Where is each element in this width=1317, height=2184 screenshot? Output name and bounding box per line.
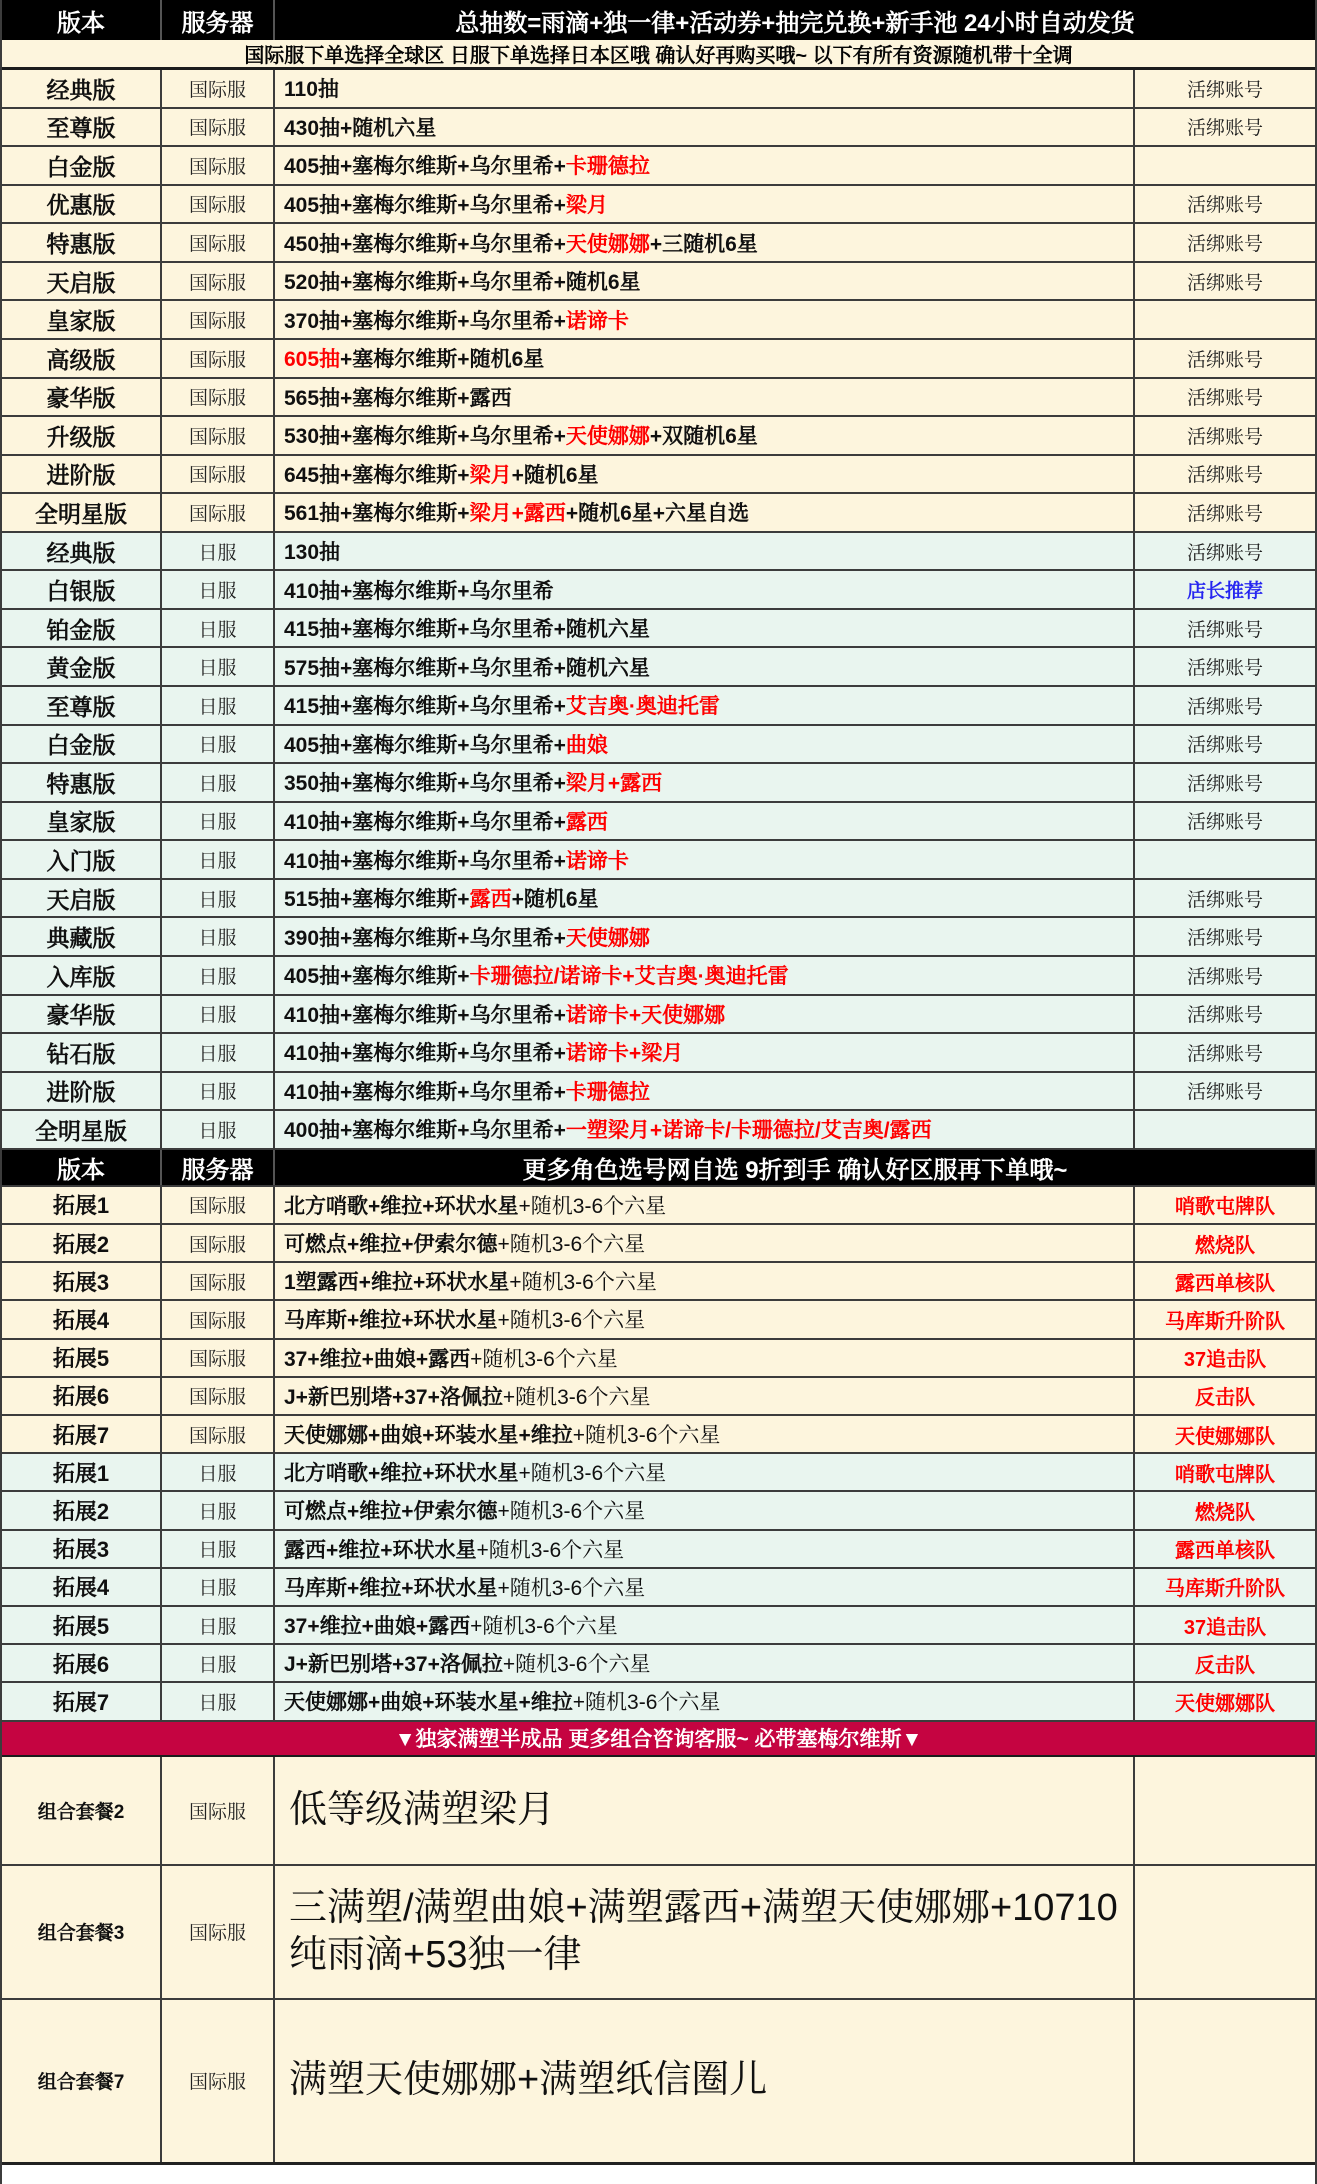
note-cell: 活绑账号 [1186, 619, 1263, 641]
server-cell: 国际服 [162, 1416, 275, 1452]
server-cell: 国际服 [162, 186, 275, 223]
header-version-label: 版本 [2, 0, 162, 40]
content-cell: 410抽+塞梅尔维斯+乌尔里希+ 露西 [275, 803, 1135, 840]
note-cell [1135, 841, 1315, 878]
table-row [2, 70, 1315, 109]
header-version-label: 版本 [2, 1150, 162, 1185]
note-cell: 37追击队 [1183, 1616, 1267, 1639]
table-row [2, 1683, 1315, 1721]
expansions-section [2, 1187, 1315, 1722]
note-cell [1135, 301, 1315, 338]
version-cell: 拓展7 [2, 1416, 162, 1452]
version-cell: 特惠版 [2, 764, 162, 801]
note-cell: 活绑账号 [1186, 388, 1263, 410]
table-row [2, 726, 1315, 765]
content-cell: 410抽+塞梅尔维斯+乌尔里希+ 诺谛卡+天使娜娜 [275, 996, 1135, 1033]
note-cell: 燃烧队 [1195, 1234, 1255, 1257]
note-cell: 活绑账号 [1186, 735, 1263, 757]
version-cell: 拓展6 [2, 1645, 162, 1681]
note-cell: 燃烧队 [1195, 1501, 1255, 1524]
table-row [2, 1757, 1315, 1866]
note-cell: 活绑账号 [1186, 928, 1263, 950]
content-cell: 130抽 [275, 533, 1135, 570]
packages-section [2, 70, 1315, 1150]
note-cell: 活绑账号 [1186, 465, 1263, 487]
server-cell: 国际服 [162, 1225, 275, 1261]
note-cell: 天使娜娜队 [1175, 1692, 1275, 1715]
table-row [2, 147, 1315, 186]
server-cell: 国际服 [162, 494, 275, 531]
table-row [2, 1340, 1315, 1378]
content-cell: 低等级满塑梁月 [275, 1757, 1135, 1864]
table-row [2, 417, 1315, 456]
header-content-label: 更多角色选号网自选 9折到手 确认好区服再下单哦~ [522, 1156, 1068, 1184]
server-cell: 日服 [162, 764, 275, 801]
table-row [2, 224, 1315, 263]
note-cell: 哨歌屯牌队 [1175, 1463, 1275, 1486]
header-server-label: 服务器 [162, 1150, 275, 1185]
note-cell: 活绑账号 [1186, 966, 1263, 988]
version-cell: 皇家版 [2, 301, 162, 338]
version-cell: 拓展1 [2, 1187, 162, 1223]
content-cell: 北方哨歌+维拉+环状水星 +随机3-6个六星 [275, 1187, 1135, 1223]
server-cell: 国际服 [162, 263, 275, 300]
note-cell: 露西单核队 [1175, 1540, 1275, 1563]
content-cell: 400抽+塞梅尔维斯+乌尔里希+ 一塑梁月+诺谛卡/卡珊德拉/艾吉奥/露西 [275, 1111, 1135, 1148]
version-cell: 升级版 [2, 417, 162, 454]
content-cell: 605抽 +塞梅尔维斯+随机6星 [275, 340, 1135, 377]
server-cell: 国际服 [162, 1187, 275, 1223]
content-cell: 马库斯+维拉+环状水星 +随机3-6个六星 [275, 1301, 1135, 1337]
server-cell: 国际服 [162, 301, 275, 338]
content-cell: 露西+维拉+环状水星 +随机3-6个六星 [275, 1531, 1135, 1567]
note-cell: 马库斯升阶队 [1165, 1578, 1285, 1601]
content-cell: 405抽+塞梅尔维斯+乌尔里希+ 梁月 [275, 186, 1135, 223]
server-cell: 日服 [162, 1531, 275, 1567]
note-cell: 哨歌屯牌队 [1175, 1196, 1275, 1219]
server-cell: 国际服 [162, 2000, 275, 2162]
table-row [2, 571, 1315, 610]
note-cell: 活绑账号 [1186, 542, 1263, 564]
table-row [2, 1378, 1315, 1416]
version-cell: 入门版 [2, 841, 162, 878]
content-cell: 575抽+塞梅尔维斯+乌尔里希+随机六星 [275, 648, 1135, 685]
table-row [2, 1073, 1315, 1112]
server-cell: 日服 [162, 1607, 275, 1643]
content-cell: 515抽+塞梅尔维斯+ 露西 +随机6星 [275, 880, 1135, 917]
content-cell: 可燃点+维拉+伊索尔德 +随机3-6个六星 [275, 1492, 1135, 1528]
combos-section [2, 1757, 1315, 2165]
server-cell: 国际服 [162, 456, 275, 493]
note-cell: 活绑账号 [1186, 658, 1263, 680]
table-row [2, 957, 1315, 996]
server-cell: 日服 [162, 610, 275, 647]
version-cell: 全明星版 [2, 494, 162, 531]
version-cell: 白银版 [2, 571, 162, 608]
server-cell: 国际服 [162, 70, 275, 107]
server-cell: 国际服 [162, 1866, 275, 1998]
server-cell: 国际服 [162, 1301, 275, 1337]
note-cell: 反击队 [1195, 1654, 1255, 1677]
version-cell: 钻石版 [2, 1034, 162, 1071]
server-cell: 国际服 [162, 379, 275, 416]
table-row [2, 764, 1315, 803]
table-row [2, 918, 1315, 957]
server-cell: 日服 [162, 1569, 275, 1605]
content-cell: 520抽+塞梅尔维斯+乌尔里希+随机6星 [275, 263, 1135, 300]
note-cell: 活绑账号 [1186, 696, 1263, 718]
server-cell: 日服 [162, 880, 275, 917]
note-cell: 活绑账号 [1186, 79, 1263, 101]
table-row [2, 1454, 1315, 1492]
content-cell: 370抽+塞梅尔维斯+乌尔里希+ 诺谛卡 [275, 301, 1135, 338]
table-row [2, 1187, 1315, 1225]
version-cell: 组合套餐2 [2, 1757, 162, 1864]
content-cell: J+新巴别塔+37+洛佩拉 +随机3-6个六星 [275, 1645, 1135, 1681]
server-cell: 日服 [162, 1034, 275, 1071]
version-cell: 特惠版 [2, 224, 162, 261]
table-row [2, 1607, 1315, 1645]
table-row [2, 1645, 1315, 1683]
content-cell: 马库斯+维拉+环状水星 +随机3-6个六星 [275, 1569, 1135, 1605]
version-cell: 皇家版 [2, 803, 162, 840]
server-cell: 日服 [162, 957, 275, 994]
version-cell: 组合套餐7 [2, 2000, 162, 2162]
content-cell: 645抽+塞梅尔维斯+ 梁月 +随机6星 [275, 456, 1135, 493]
table-row [2, 109, 1315, 148]
table-row [2, 456, 1315, 495]
table-row [2, 494, 1315, 533]
version-cell: 豪华版 [2, 996, 162, 1033]
table-row [2, 186, 1315, 225]
header-server-label: 服务器 [162, 0, 275, 40]
table-row [2, 533, 1315, 572]
table-header-expansions [2, 1150, 1315, 1187]
version-cell: 拓展5 [2, 1340, 162, 1376]
note-cell: 活绑账号 [1186, 812, 1263, 834]
note-cell [1135, 1757, 1315, 1864]
version-cell: 拓展1 [2, 1454, 162, 1490]
note-cell: 37追击队 [1183, 1349, 1267, 1372]
content-cell: 410抽+塞梅尔维斯+乌尔里希+ 诺谛卡 [275, 841, 1135, 878]
version-cell: 拓展5 [2, 1607, 162, 1643]
note-cell: 反击队 [1195, 1387, 1255, 1410]
content-cell: 满塑天使娜娜+满塑纸信圈儿 [275, 2000, 1135, 2162]
content-cell: J+新巴别塔+37+洛佩拉 +随机3-6个六星 [275, 1378, 1135, 1414]
content-cell: 561抽+塞梅尔维斯+ 梁月+露西 +随机6星+六星自选 [275, 494, 1135, 531]
table-row [2, 1301, 1315, 1339]
table-row [2, 610, 1315, 649]
content-cell: 530抽+塞梅尔维斯+乌尔里希+ 天使娜娜 +双随机6星 [275, 417, 1135, 454]
version-cell: 进阶版 [2, 456, 162, 493]
table-row [2, 1416, 1315, 1454]
version-cell: 典藏版 [2, 918, 162, 955]
server-cell: 日服 [162, 571, 275, 608]
note-cell: 活绑账号 [1186, 234, 1263, 256]
content-cell: 405抽+塞梅尔维斯+乌尔里希+ 卡珊德拉 [275, 147, 1135, 184]
note-cell: 店长推荐 [1186, 581, 1263, 603]
version-cell: 铂金版 [2, 610, 162, 647]
version-cell: 黄金版 [2, 648, 162, 685]
note-cell: 活绑账号 [1186, 118, 1263, 140]
note-cell: 露西单核队 [1175, 1272, 1275, 1295]
content-cell: 415抽+塞梅尔维斯+乌尔里希+随机六星 [275, 610, 1135, 647]
note-cell: 活绑账号 [1186, 349, 1263, 371]
version-cell: 白金版 [2, 147, 162, 184]
server-cell: 日服 [162, 726, 275, 763]
version-cell: 拓展3 [2, 1531, 162, 1567]
note-cell [1135, 1866, 1315, 1998]
note-cell: 天使娜娜队 [1175, 1425, 1275, 1448]
version-cell: 至尊版 [2, 687, 162, 724]
table-row [2, 340, 1315, 379]
version-cell: 入库版 [2, 957, 162, 994]
content-cell: 390抽+塞梅尔维斯+乌尔里希+ 天使娜娜 [275, 918, 1135, 955]
note-cell: 活绑账号 [1186, 773, 1263, 795]
server-cell: 国际服 [162, 224, 275, 261]
version-cell: 进阶版 [2, 1073, 162, 1110]
version-cell: 天启版 [2, 880, 162, 917]
version-cell: 高级版 [2, 340, 162, 377]
server-cell: 日服 [162, 996, 275, 1033]
content-cell: 天使娜娜+曲娘+环装水星+维拉 +随机3-6个六星 [275, 1416, 1135, 1452]
note-cell: 活绑账号 [1186, 1082, 1263, 1104]
note-cell: 活绑账号 [1186, 195, 1263, 217]
note-cell: 活绑账号 [1186, 889, 1263, 911]
content-cell: 可燃点+维拉+伊索尔德 +随机3-6个六星 [275, 1225, 1135, 1261]
note-cell: 活绑账号 [1186, 503, 1263, 525]
content-cell: 410抽+塞梅尔维斯+乌尔里希+ 诺谛卡+梁月 [275, 1034, 1135, 1071]
server-cell: 国际服 [162, 1378, 275, 1414]
version-cell: 拓展2 [2, 1492, 162, 1528]
version-cell: 组合套餐3 [2, 1866, 162, 1998]
table-row [2, 1263, 1315, 1301]
note-cell: 马库斯升阶队 [1165, 1310, 1285, 1333]
server-cell: 日服 [162, 803, 275, 840]
order-notice: 国际服下单选择全球区 日服下单选择日本区哦 确认好再购买哦~ 以下有所有资源随机带十全调 [2, 40, 1315, 70]
server-cell: 日服 [162, 648, 275, 685]
table-row [2, 687, 1315, 726]
version-cell: 白金版 [2, 726, 162, 763]
table-row [2, 996, 1315, 1035]
table-row [2, 263, 1315, 302]
version-cell: 优惠版 [2, 186, 162, 223]
server-cell: 日服 [162, 687, 275, 724]
content-cell: 405抽+塞梅尔维斯+ 卡珊德拉/诺谛卡+艾吉奥·奥迪托雷 [275, 957, 1135, 994]
content-cell: 37+维拉+曲娘+露西 +随机3-6个六星 [275, 1340, 1135, 1376]
server-cell: 国际服 [162, 109, 275, 146]
server-cell: 国际服 [162, 1263, 275, 1299]
version-cell: 至尊版 [2, 109, 162, 146]
content-cell: 1塑露西+维拉+环状水星 +随机3-6个六星 [275, 1263, 1135, 1299]
table-row [2, 1866, 1315, 2000]
server-cell: 日服 [162, 1454, 275, 1490]
content-cell: 450抽+塞梅尔维斯+乌尔里希+ 天使娜娜 +三随机6星 [275, 224, 1135, 261]
content-cell: 350抽+塞梅尔维斯+乌尔里希+ 梁月+露西 [275, 764, 1135, 801]
table-row [2, 2000, 1315, 2165]
note-cell [1135, 147, 1315, 184]
content-cell: 410抽+塞梅尔维斯+乌尔里希+ 卡珊德拉 [275, 1073, 1135, 1110]
content-cell: 405抽+塞梅尔维斯+乌尔里希+ 曲娘 [275, 726, 1135, 763]
note-cell: 活绑账号 [1186, 272, 1263, 294]
bottom-strip [2, 2165, 1315, 2181]
content-cell: 430抽+随机六星 [275, 109, 1135, 146]
version-cell: 经典版 [2, 533, 162, 570]
combo-banner: ▼独家满塑半成品 更多组合咨询客服~ 必带塞梅尔维斯▼ [2, 1722, 1315, 1757]
version-cell: 全明星版 [2, 1111, 162, 1148]
version-cell: 拓展4 [2, 1301, 162, 1337]
server-cell: 国际服 [162, 147, 275, 184]
note-cell: 活绑账号 [1186, 1043, 1263, 1065]
version-cell: 拓展4 [2, 1569, 162, 1605]
version-cell: 豪华版 [2, 379, 162, 416]
content-cell: 410抽+塞梅尔维斯+乌尔里希 [275, 571, 1135, 608]
server-cell: 日服 [162, 841, 275, 878]
note-cell: 活绑账号 [1186, 426, 1263, 448]
table-row [2, 803, 1315, 842]
table-row [2, 1111, 1315, 1150]
version-cell: 拓展3 [2, 1263, 162, 1299]
table-row [2, 1569, 1315, 1607]
content-cell: 565抽+塞梅尔维斯+露西 [275, 379, 1135, 416]
server-cell: 日服 [162, 1645, 275, 1681]
server-cell: 国际服 [162, 340, 275, 377]
version-cell: 天启版 [2, 263, 162, 300]
version-cell: 拓展6 [2, 1378, 162, 1414]
version-cell: 拓展2 [2, 1225, 162, 1261]
server-cell: 日服 [162, 918, 275, 955]
table-row [2, 648, 1315, 687]
note-cell [1135, 2000, 1315, 2162]
table-row [2, 301, 1315, 340]
content-cell: 北方哨歌+维拉+环状水星 +随机3-6个六星 [275, 1454, 1135, 1490]
table-header-packages [2, 0, 1315, 40]
content-cell: 天使娜娜+曲娘+环装水星+维拉 +随机3-6个六星 [275, 1683, 1135, 1719]
table-row [2, 379, 1315, 418]
server-cell: 日服 [162, 1073, 275, 1110]
content-cell: 415抽+塞梅尔维斯+乌尔里希+ 艾吉奥·奥迪托雷 [275, 687, 1135, 724]
content-cell: 110抽 [275, 70, 1135, 107]
server-cell: 国际服 [162, 417, 275, 454]
table-row [2, 1225, 1315, 1263]
header-content-label: 总抽数=雨滴+独一律+活动券+抽完兑换+新手池 24小时自动发货 [455, 9, 1135, 37]
server-cell: 日服 [162, 1683, 275, 1719]
table-row [2, 1492, 1315, 1530]
server-cell: 日服 [162, 533, 275, 570]
table-row [2, 841, 1315, 880]
version-cell: 拓展7 [2, 1683, 162, 1719]
content-cell: 三满塑/满塑曲娘+满塑露西+满塑天使娜娜+10710纯雨滴+53独一律 [275, 1866, 1135, 1998]
table-row [2, 1034, 1315, 1073]
server-cell: 国际服 [162, 1757, 275, 1864]
table-row [2, 1531, 1315, 1569]
server-cell: 国际服 [162, 1340, 275, 1376]
note-cell [1135, 1111, 1315, 1148]
server-cell: 日服 [162, 1111, 275, 1148]
table-row [2, 880, 1315, 919]
note-cell: 活绑账号 [1186, 1005, 1263, 1027]
version-cell: 经典版 [2, 70, 162, 107]
server-cell: 日服 [162, 1492, 275, 1528]
content-cell: 37+维拉+曲娘+露西 +随机3-6个六星 [275, 1607, 1135, 1643]
